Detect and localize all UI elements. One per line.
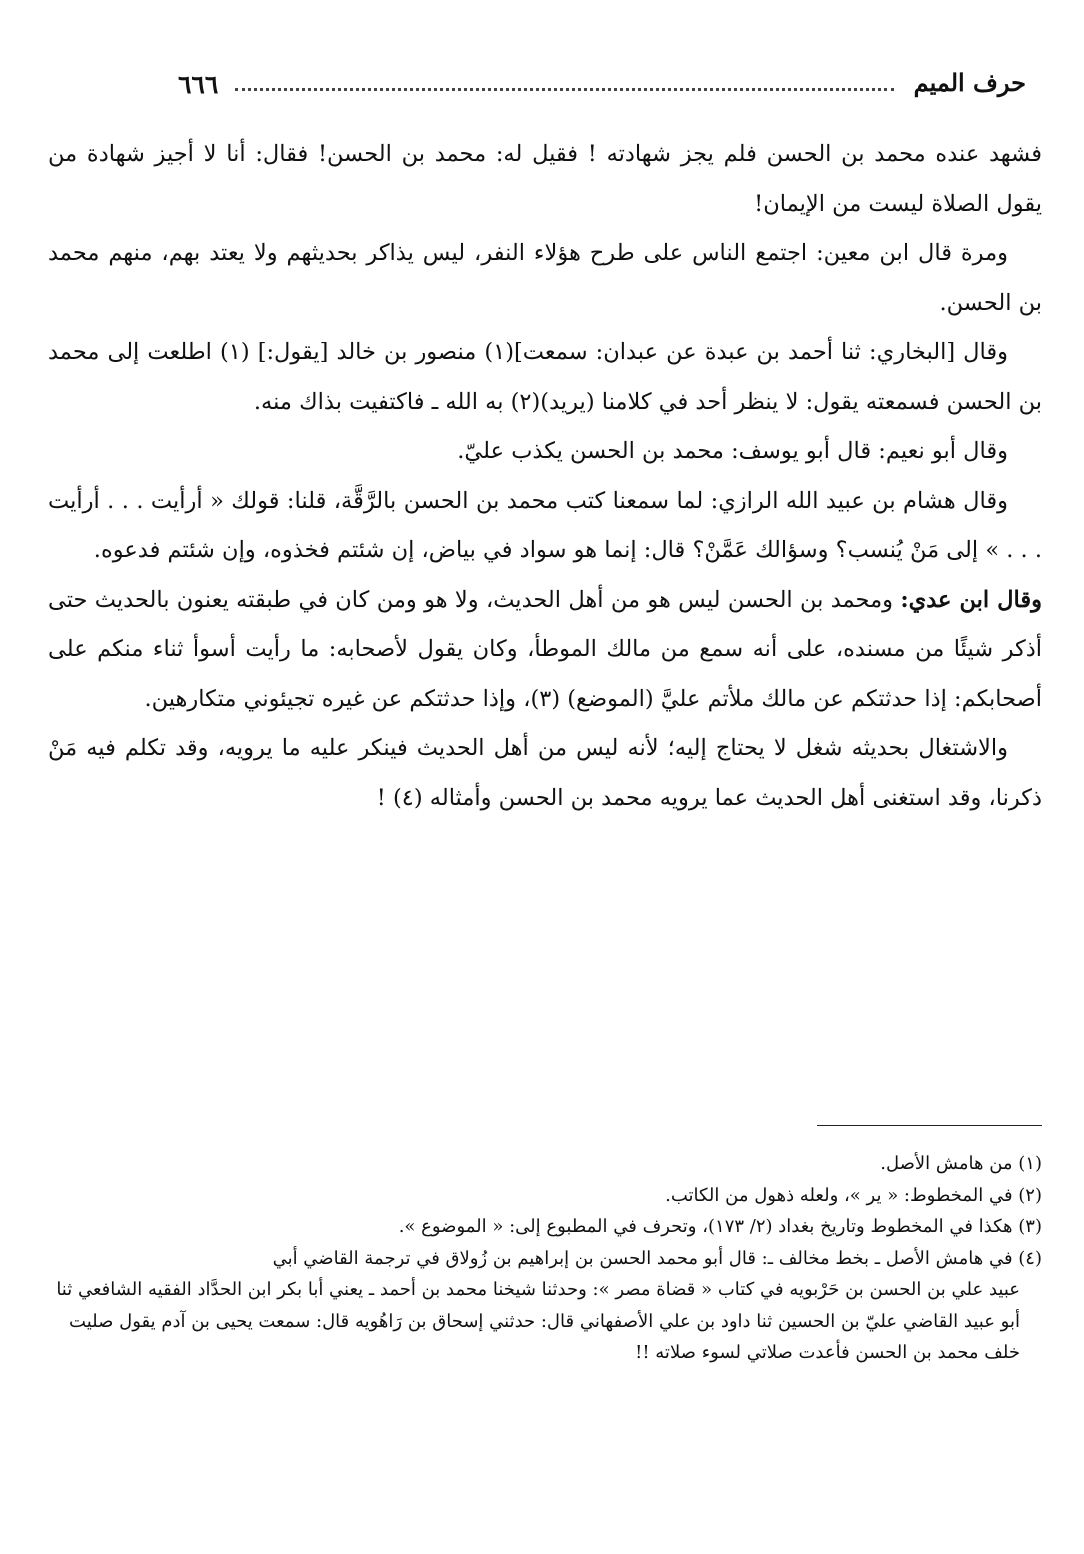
main-text [48,130,1042,823]
paragraph-6-text: ومحمد بن الحسن ليس هو من أهل الحديث، ولا هو ومن كان في طبقته يعنون بالحديث حتى أذكر شيئًا من مسنده، على أنه سمع من مالك الموطأ، وكان يقول لأصحابه: ما رأيت أسوأ ثناء منكم على أصحابكم: إذا حدثتكم عن مالك ملأتم عليَّ (الموضع) (٣)، وإذا حدثتكم عن غيره تجيئوني متكارهين. [48,586,1042,712]
footnote-1: (١) من هامش الأصل. [880,1153,1042,1174]
running-header [40,66,1044,110]
footnote-2: (٢) في المخطوط: « ير »، ولعله ذهول من الكاتب. [665,1184,1042,1206]
paragraph-6-lead: وقال ابن عدي: [900,586,1042,613]
footnote-4-first-line: (٤) في هامش الأصل ـ بخط مخالف ـ: قال أبو محمد الحسن بن إبراهيم بن زُولاق في ترجمة القاضي أبي [272,1247,1042,1269]
paragraph-5: وقال هشام بن عبيد الله الرازي: لما سمعنا كتب محمد بن الحسن بالرَّقَّة، قلنا: قولك « أرأيت . . . أرأيت . . . » إلى مَنْ يُنسب؟ وسؤالك عَمَّنْ؟ قال: إنما هو سواد في بياض، إن شئتم فخذوه، وإن شئتم فدعوه. [48,487,1042,563]
paragraph-2: ومرة قال ابن معين: اجتمع الناس على طرح هؤلاء النفر، ليس يذاكر بحديثهم ولا يعتد بهم، منهم محمد بن الحسن. [48,240,1042,316]
paragraph-1: فشهد عنده محمد بن الحسن فلم يجز شهادته ! فقيل له: محمد بن الحسن! فقال: أنا لا أجيز شهادة من يقول الصلاة ليست من الإيمان! [48,141,1042,217]
paragraph-6 [48,576,1042,725]
paragraph-7: والاشتغال بحديثه شغل لا يحتاج إليه؛ لأنه ليس من أهل الحديث فينكر عليه ما يرويه، وقد تكلم فيه مَنْ ذكرنا، وقد استغنى أهل الحديث عما يرويه محمد بن الحسن وأمثاله (٤) ! [48,735,1042,811]
footnote-3: (٣) هكذا في المخطوط وتاريخ بغداد (٢/ ١٧٣)، وتحرف في المطبوع إلى: « الموضوع ». [398,1216,1042,1237]
footnotes [48,1148,1042,1369]
footnote-4-continuation: عبيد علي بن الحسن بن حَرْبويه في كتاب « قضاة مصر »: وحدثنا شيخنا محمد بن أحمد ـ يعني أبا بكر ابن الحدَّاد الفقيه الشافعي ثنا أبو عبيد القاضي عليّ بن الحسين ثنا داود بن علي الأصفهاني قال: حدثني إسحاق بن رَاهُويه قال: سمعت يحيى بن آدم يقول صليت خلف محمد بن الحسن فأعدت صلاتي لسوء صلاته !! [56,1279,1020,1363]
paragraph-3: وقال [البخاري: ثنا أحمد بن عبدة عن عبدان: سمعت](١) منصور بن خالد [يقول:] (١) اطلعت إلى محمد بن الحسن فسمعته يقول: لا ينظر أحد في كلامنا (يريد)(٢) به الله ـ فاكتفيت بذاك منه. [48,339,1042,415]
paragraph-4: وقال أبو نعيم: قال أبو يوسف: محمد بن الحسن يكذب عليّ. [457,438,1008,464]
footnote-separator [817,1125,1042,1126]
page-number: ٦٦٦ [178,70,219,99]
section-title: حرف الميم [913,68,1026,97]
header-dotted-rule [235,88,894,91]
